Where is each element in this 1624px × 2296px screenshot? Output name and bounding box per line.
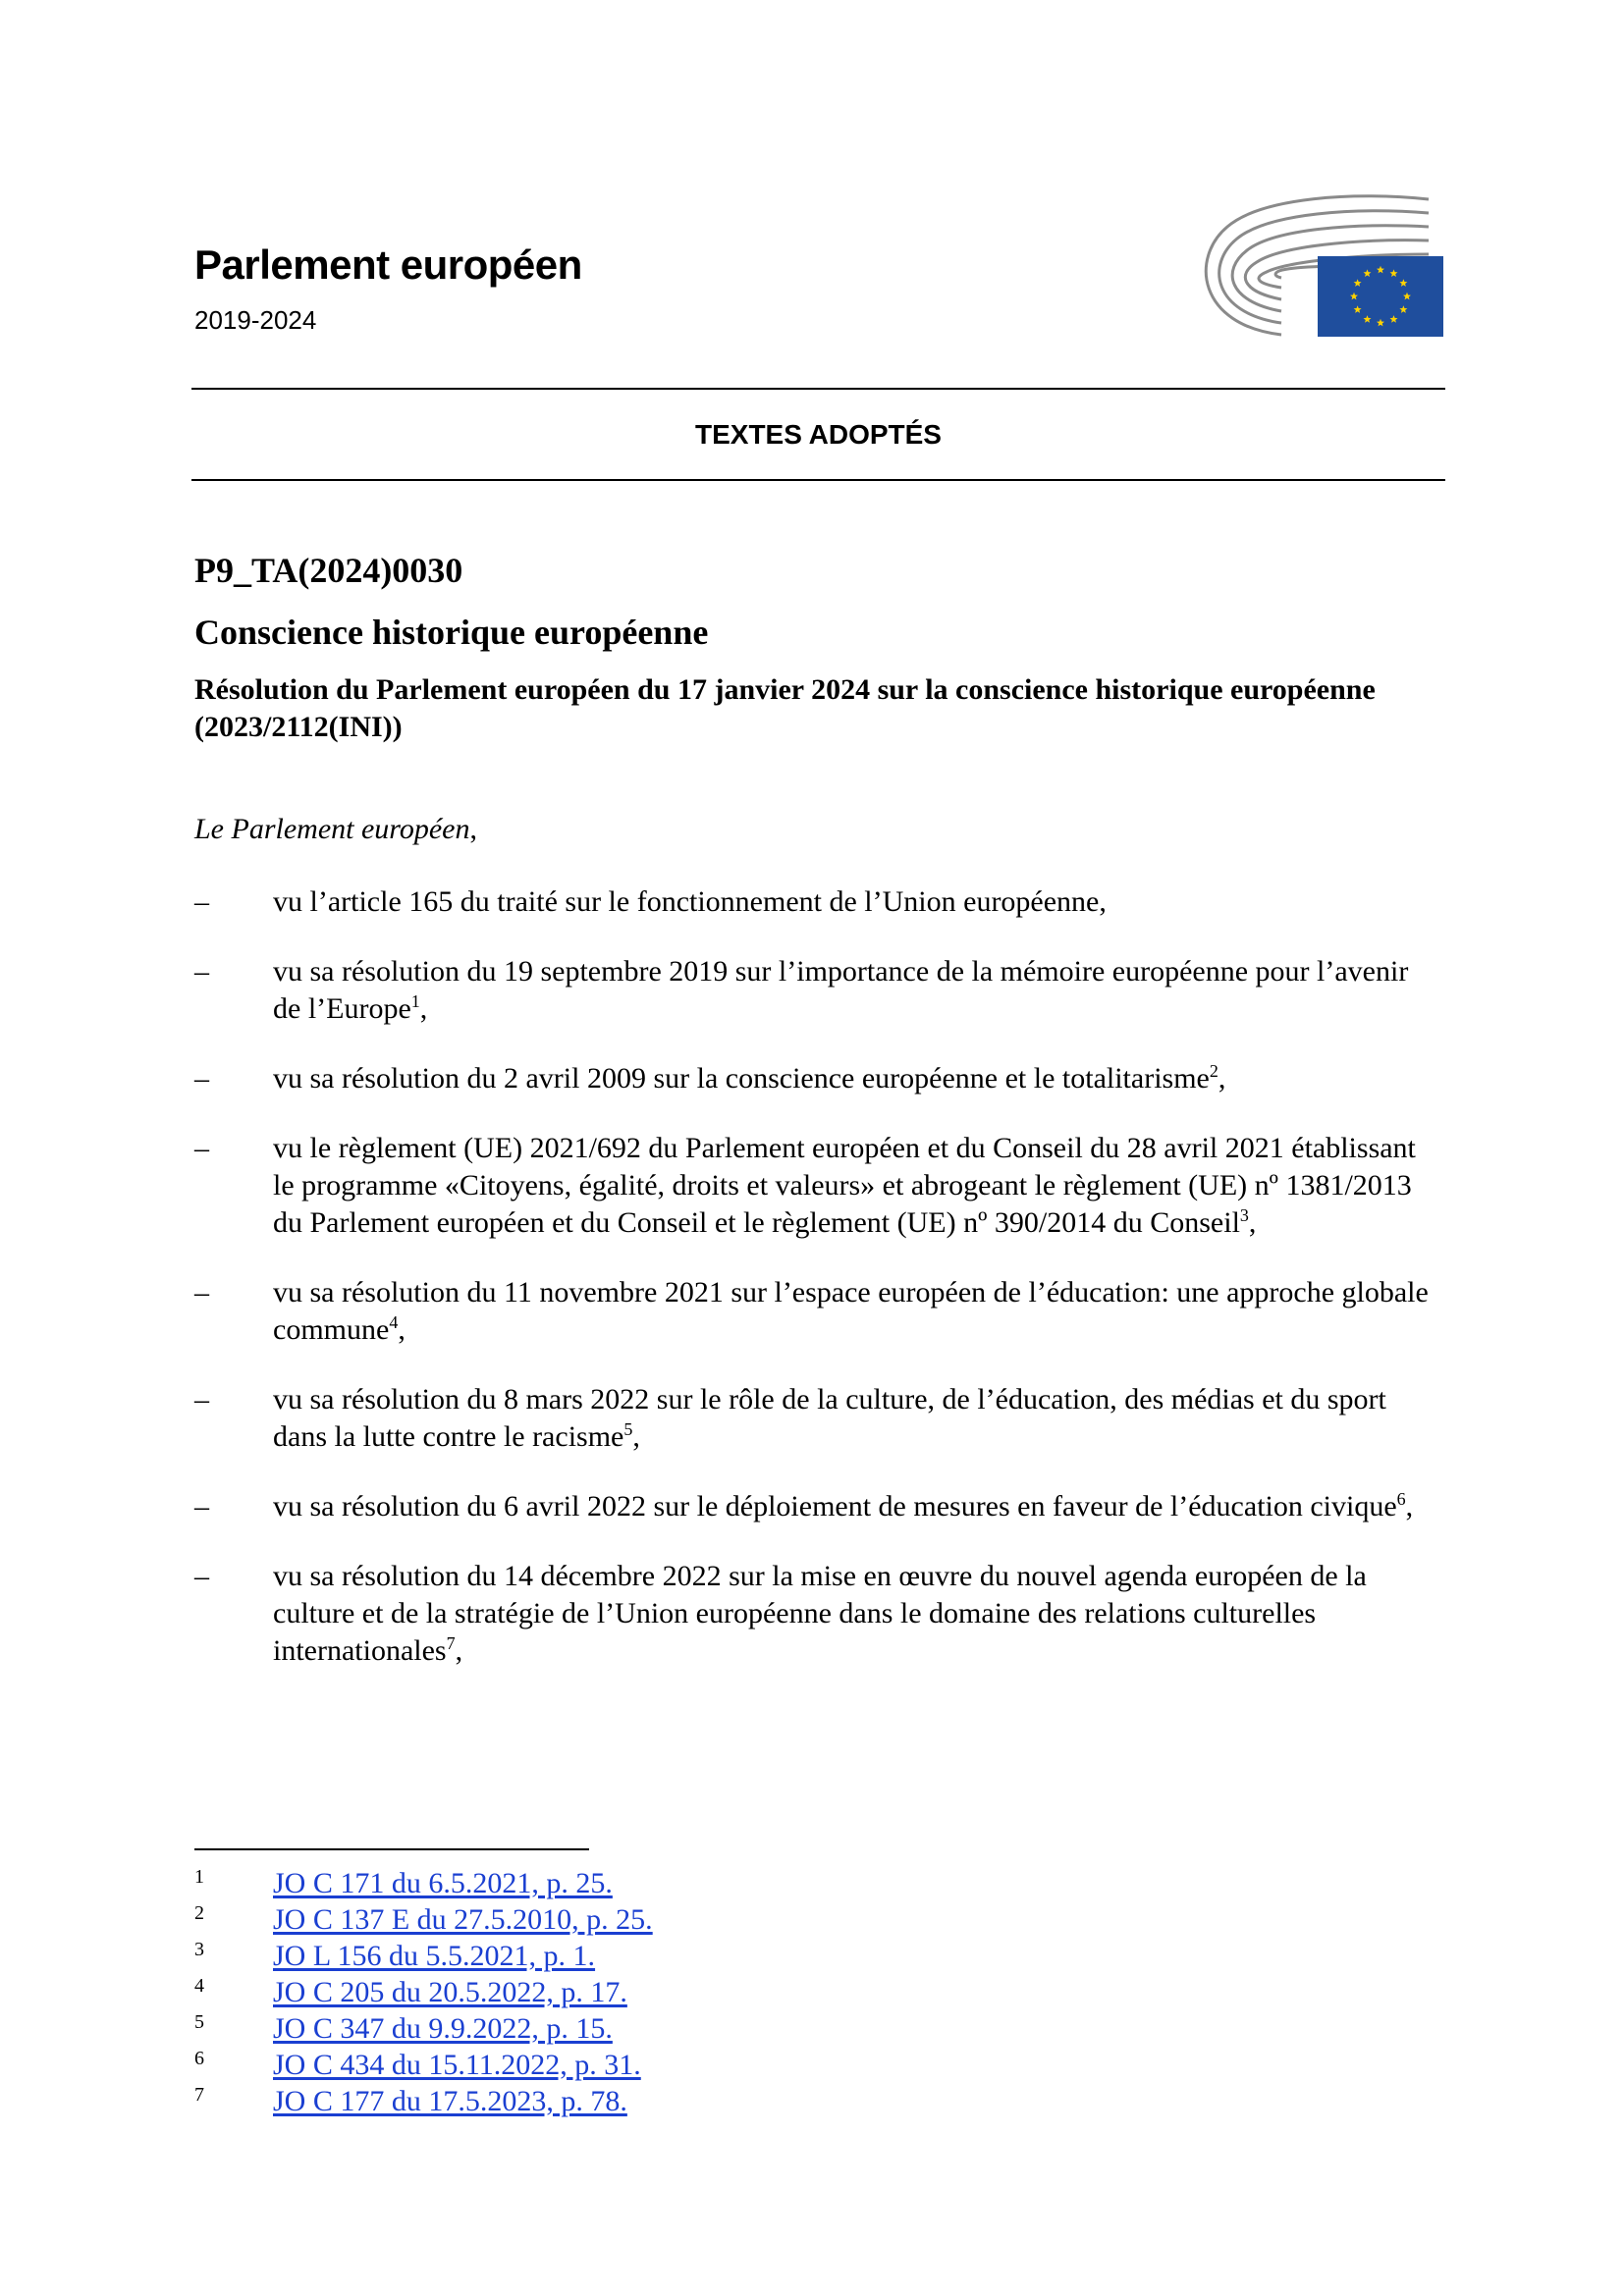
footnote-number: 6 <box>194 2048 204 2069</box>
document-reference: P9_TA(2024)0030 <box>194 551 463 590</box>
footnote-reference[interactable]: 7 <box>446 1633 456 1653</box>
footnote-link[interactable]: JO C 205 du 20.5.2022, p. 17. <box>273 1976 627 2008</box>
footnote-item <box>194 1865 653 1901</box>
document-type: TEXTES ADOPTÉS <box>694 419 942 450</box>
footnote-item <box>194 2047 653 2083</box>
footnotes-list <box>194 1865 653 2119</box>
citation-dash: – <box>194 885 209 918</box>
footnote-item <box>194 1974 653 2010</box>
citation-dash: – <box>194 1062 209 1095</box>
footnote-reference[interactable]: 6 <box>1396 1489 1406 1509</box>
citation-dash: – <box>194 1383 209 1415</box>
citation-dash: – <box>194 1560 209 1592</box>
citation-text: vu sa résolution du 2 avril 2009 sur la conscience européenne et le totalitarisme <box>273 1062 1210 1095</box>
citation-punctuation: , <box>1218 1062 1226 1095</box>
header-divider-top <box>191 388 1445 390</box>
footnote-number: 7 <box>194 2084 204 2106</box>
footnote-number: 3 <box>194 1939 204 1960</box>
european-parliament-logo-icon <box>1188 189 1443 337</box>
footnote-item <box>194 1901 653 1938</box>
citation-item <box>194 883 1441 921</box>
citation-text: vu sa résolution du 8 mars 2022 sur le rôle de la culture, de l’éducation, des médias et du sport dans la lutte contre le racisme <box>273 1383 1386 1453</box>
footnote-reference[interactable]: 5 <box>623 1419 633 1439</box>
preamble-punctuation: , <box>469 813 477 845</box>
header-divider-bottom <box>191 479 1445 481</box>
footnote-reference[interactable]: 2 <box>1209 1061 1218 1081</box>
citation-dash: – <box>194 955 209 988</box>
footnote-link[interactable]: JO C 177 du 17.5.2023, p. 78. <box>273 2085 627 2117</box>
document-subtitle: Résolution du Parlement européen du 17 janvier 2024 sur la conscience historique européenne (2023/2112(INI)) <box>194 673 1376 743</box>
footnote-item <box>194 2083 653 2119</box>
citation-item <box>194 1381 1441 1456</box>
citation-dash: – <box>194 1132 209 1164</box>
document-title: Conscience historique européenne <box>194 613 709 652</box>
citation-item <box>194 1558 1441 1670</box>
citation-punctuation: , <box>1248 1206 1257 1239</box>
legislative-term: 2019-2024 <box>194 305 317 335</box>
footnote-number: 4 <box>194 1975 204 1997</box>
footnote-reference[interactable]: 3 <box>1239 1205 1249 1225</box>
footnote-link[interactable]: JO C 171 du 6.5.2021, p. 25. <box>273 1867 613 1899</box>
citation-punctuation: , <box>398 1313 406 1346</box>
citation-dash: – <box>194 1276 209 1308</box>
footnote-item <box>194 2010 653 2047</box>
citation-punctuation: , <box>419 992 428 1025</box>
citation-punctuation: , <box>632 1420 640 1453</box>
preamble-text: Le Parlement européen <box>194 813 470 845</box>
footnote-separator <box>194 1848 589 1850</box>
preamble <box>194 813 477 846</box>
footnote-reference[interactable]: 4 <box>389 1312 399 1332</box>
citation-item <box>194 1488 1441 1525</box>
citation-item <box>194 953 1441 1028</box>
citation-item <box>194 1274 1441 1349</box>
citation-item <box>194 1060 1441 1097</box>
citation-item <box>194 1130 1441 1242</box>
footnote-link[interactable]: JO L 156 du 5.5.2021, p. 1. <box>273 1940 596 1972</box>
citation-punctuation: , <box>455 1634 463 1667</box>
footnote-reference[interactable]: 1 <box>410 991 420 1011</box>
citation-text: vu sa résolution du 6 avril 2022 sur le déploiement de mesures en faveur de l’éducation civique <box>273 1490 1397 1522</box>
citations-list <box>194 883 1441 1702</box>
footnote-item <box>194 1938 653 1974</box>
organization-name: Parlement européen <box>194 241 582 288</box>
footnote-number: 5 <box>194 2011 204 2033</box>
footnote-number: 1 <box>194 1866 204 1888</box>
citation-text: vu le règlement (UE) 2021/692 du Parlement européen et du Conseil du 28 avril 2021 établissant le programme «Citoyens, égalité, droits et valeurs» et abrogeant le règlement (UE) nº 1381/2013 du Parlement européen et du Conseil et le règlement (UE) nº 390/2014 du Conseil <box>273 1132 1416 1239</box>
citation-text: vu sa résolution du 11 novembre 2021 sur l’espace européen de l’éducation: une approche globale commune <box>273 1276 1429 1346</box>
footnote-number: 2 <box>194 1902 204 1924</box>
footnote-link[interactable]: JO C 434 du 15.11.2022, p. 31. <box>273 2049 641 2081</box>
citation-text: vu sa résolution du 14 décembre 2022 sur la mise en œuvre du nouvel agenda européen de la culture et de la stratégie de l’Union européenne dans le domaine des relations culturelles internationales <box>273 1560 1367 1667</box>
citation-punctuation: , <box>1405 1490 1414 1522</box>
citation-text: vu sa résolution du 19 septembre 2019 sur l’importance de la mémoire européenne pour l’avenir de l’Europe <box>273 955 1409 1025</box>
citation-text: vu l’article 165 du traité sur le fonctionnement de l’Union européenne, <box>273 885 1107 918</box>
citation-dash: – <box>194 1490 209 1522</box>
footnote-link[interactable]: JO C 347 du 9.9.2022, p. 15. <box>273 2012 613 2045</box>
footnote-link[interactable]: JO C 137 E du 27.5.2010, p. 25. <box>273 1903 653 1936</box>
